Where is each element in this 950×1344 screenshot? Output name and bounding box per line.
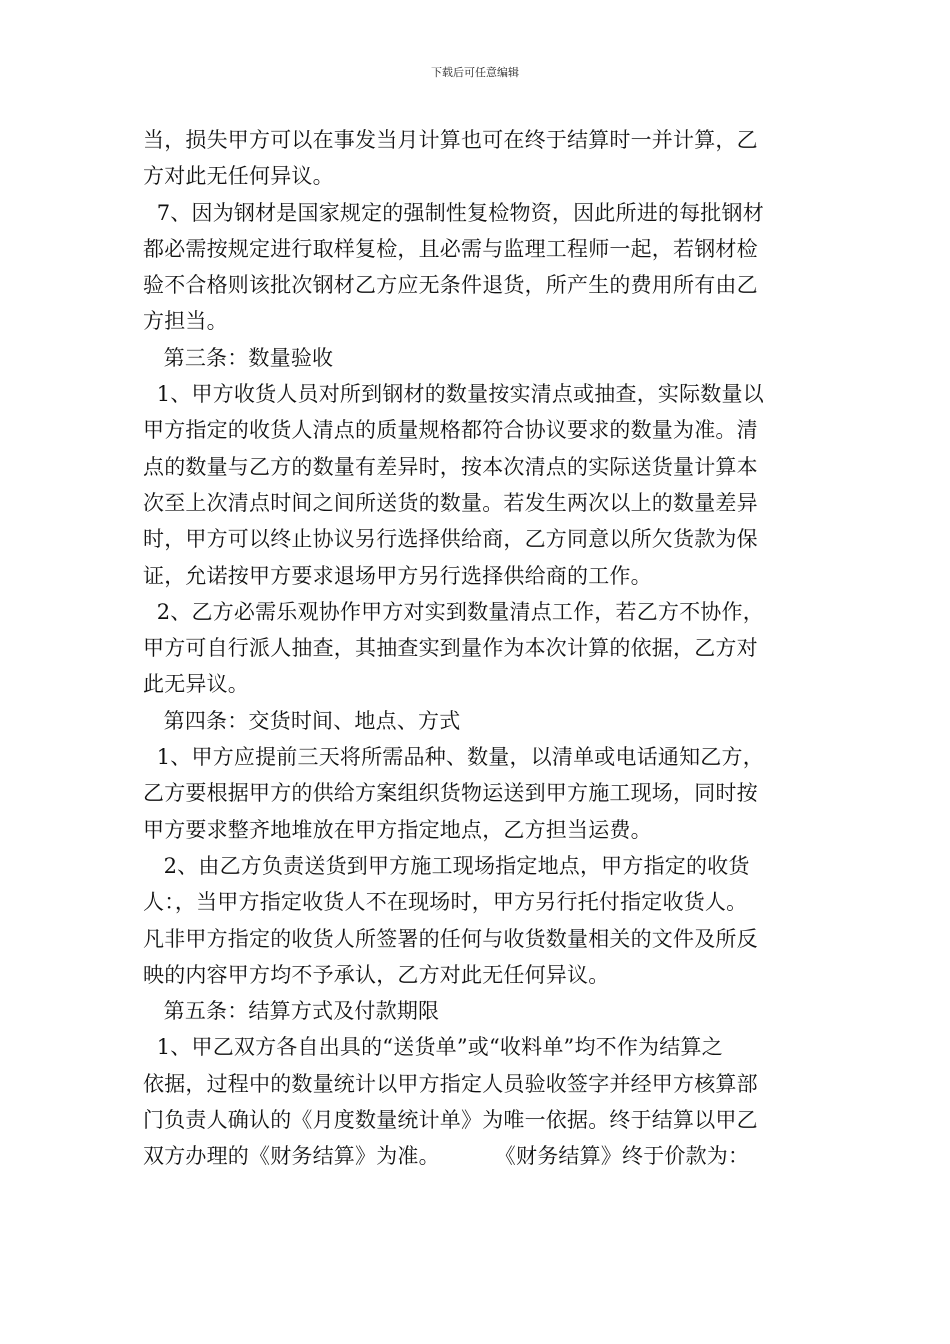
- text-line: 方担当。: [143, 309, 228, 334]
- text-line: 证，允诺按甲方要求退场甲方另行选择供给商的工作。: [143, 563, 652, 588]
- text-line: 都必需按规定进行取样复检，且必需与监理工程师一起，若钢材检: [143, 236, 758, 261]
- text-line: 1、甲乙双方各自出具的“送货单”或“收料单”均不作为结算之: [143, 1035, 723, 1060]
- text-line: 点的数量与乙方的数量有差异时，按本次清点的实际送货量计算本: [143, 454, 758, 479]
- text-line: 双方办理的《财务结算》为准。 《财务结算》终于价款为：: [143, 1144, 750, 1169]
- text-line: 1、甲方应提前三天将所需品种、数量，以清单或电话通知乙方，: [143, 745, 764, 770]
- text-line: 依据，过程中的数量统计以甲方指定人员验收签字并经甲方核算部: [143, 1071, 758, 1096]
- text-line: 人：，当甲方指定收货人不在现场时，甲方另行托付指定收货人。: [143, 890, 748, 915]
- text-line: 2、由乙方负责送货到甲方施工现场指定地点，甲方指定的收货: [143, 853, 750, 878]
- section-heading: 第三条：数量验收: [143, 345, 334, 370]
- page-header: 下载后可任意编辑: [431, 66, 519, 79]
- section-heading: 第五条：结算方式及付款期限: [143, 999, 440, 1024]
- text-line: 次至上次清点时间之间所送货的数量。若发生两次以上的数量差异: [143, 490, 758, 515]
- text-line: 甲方要求整齐地堆放在甲方指定地点，乙方担当运费。: [143, 817, 652, 842]
- text-line: 方对此无任何异议。: [143, 164, 334, 189]
- text-line: 1、甲方收货人员对所到钢材的数量按实清点或抽查，实际数量以: [143, 382, 764, 407]
- text-line: 凡非甲方指定的收货人所签署的任何与收货数量相关的文件及所反: [143, 926, 758, 951]
- document-body: [143, 122, 808, 1175]
- text-line: 时，甲方可以终止协议另行选择供给商，乙方同意以所欠货款为保: [143, 527, 758, 552]
- text-line: 验不合格则该批次钢材乙方应无条件退货，所产生的费用所有由乙: [143, 273, 758, 298]
- text-line: 此无异议。: [143, 672, 249, 697]
- section-heading: 第四条：交货时间、地点、方式: [143, 708, 461, 733]
- text-line: 当，损失甲方可以在事发当月计算也可在终于结算时一并计算，乙: [143, 128, 758, 152]
- text-line: 乙方要根据甲方的供给方案组织货物运送到甲方施工现场，同时按: [143, 781, 758, 806]
- text-line: 甲方指定的收货人清点的质量规格都符合协议要求的数量为准。清: [143, 418, 758, 443]
- text-line: 7、因为钢材是国家规定的强制性复检物资，因此所进的每批钢材: [143, 200, 764, 225]
- text-line: 2、乙方必需乐观协作甲方对实到数量清点工作，若乙方不协作，: [143, 599, 764, 624]
- text-line: 门负责人确认的《月度数量统计单》为唯一依据。终于结算以甲乙: [143, 1108, 758, 1133]
- text-line: 甲方可自行派人抽查，其抽查实到量作为本次计算的依据，乙方对: [143, 636, 758, 661]
- text-line: 映的内容甲方均不予承认，乙方对此无任何异议。: [143, 962, 610, 987]
